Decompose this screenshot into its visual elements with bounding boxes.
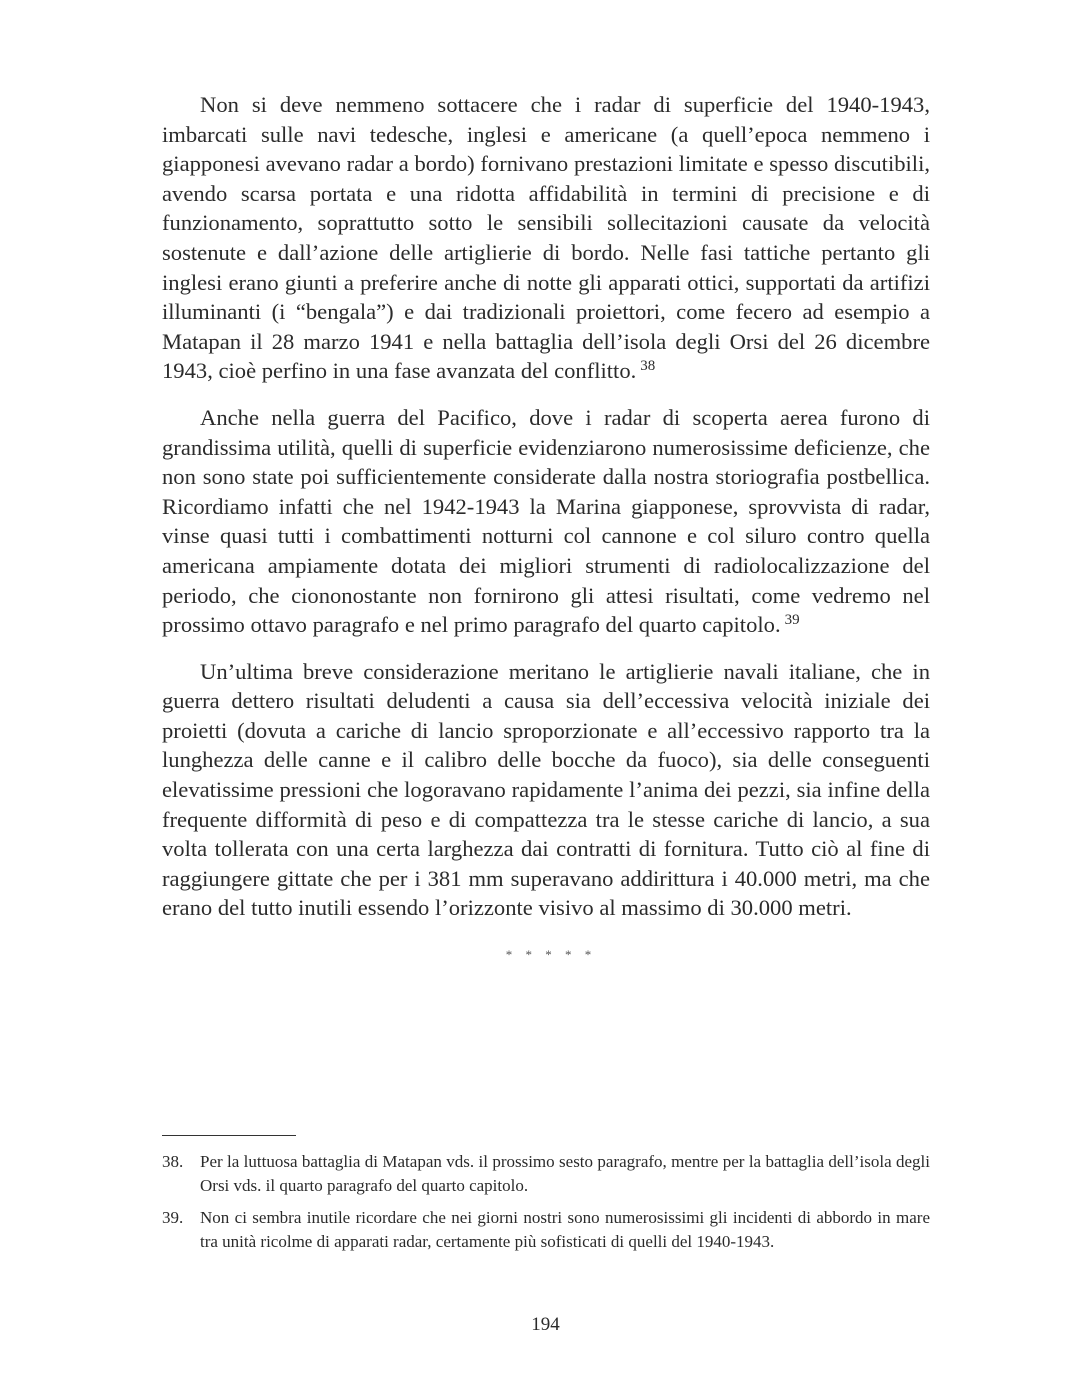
body-paragraph-2 — [162, 403, 930, 640]
note-reference-38: 38 — [640, 358, 656, 375]
footnote-38 — [162, 1150, 930, 1198]
paragraph-3-text: Un’ultima breve considerazione meritano le artiglierie navali italiane, che in guerra dettero risultati deludenti a causa sia dell’eccessiva velocità iniziale dei proietti (dovuta a cariche di lancio sproporzionate e all’eccessivo rapporto tra la lunghezza delle canne e il calibro delle bocche da fuoco), sia delle conseguenti elevatissime pressioni che logoravano rapidamente l’anima dei pezzi, sia infine della frequente difformità di peso e di compattezza tra le stesse cariche di lancio, a sua volta tollerata con una certa larghezza dai contratti di fornitura. Tutto ciò al fine di raggiungere gittate che per i 381 mm superavano addirittura i 40.000 metri, ma che erano del tutto inutili essendo l’orizzonte visivo al massimo di 30.000 metri. — [162, 658, 930, 921]
page-body — [162, 90, 930, 963]
footnote-39 — [162, 1206, 930, 1254]
paragraph-2-text: Anche nella guerra del Pacifico, dove i radar di scoperta aerea furono di grandissima utilità, quelli di superficie evidenziarono numerosissime deficienze, che non sono state poi sufficientemente considerate dalla nostra storiografia postbellica. Ricordiamo infatti che nel 1942-1943 la Marina giapponese, sprovvista di radar, vinse quasi tutti i combattimenti notturni col cannone e col siluro contro quella americana ampiamente dotata dei migliori strumenti di radiolocalizzazione del periodo, che ciononostante non fornirono gli attesi risultati, come vedremo nel prossimo ottavo paragrafo e nel primo paragrafo del quarto capitolo. — [162, 404, 930, 638]
footnotes — [162, 1150, 930, 1262]
footnote-divider — [162, 1135, 296, 1136]
page-number: 194 — [531, 1314, 560, 1335]
body-paragraph-1 — [162, 90, 930, 386]
note-reference-39: 39 — [784, 612, 800, 629]
footnote-number: 38. — [162, 1152, 184, 1171]
paragraph-1-text: Non si deve nemmeno sottacere che i radar di superficie del 1940-1943, imbarcati sulle navi tedesche, inglesi e americane (a quell’epoca nemmeno i giapponesi avevano radar a bordo) fornivano prestazioni limitate e spesso discutibili, avendo scarsa portata e una ridotta affidabilità in termini di precisione e di funzionamento, soprattutto sotto le sensibili sollecitazioni causate da velocità sostenute e dall’azione delle artiglierie di bordo. Nelle fasi tattiche pertanto gli inglesi erano giunti a preferire anche di notte gli apparati ottici, supportati da artifizi illuminanti (i “bengala”) e dai tradizionali proiettori, come fecero ad esempio a Matapan il 28 marzo 1941 e nella battaglia dell’isola degli Orsi del 26 dicembre 1943, cioè perfino in una fase avanzata del conflitto. — [162, 92, 930, 384]
footnote-text: Non ci sembra inutile ricordare che nei giorni nostri sono numerosissimi gli incidenti di abbordo in mare tra unità ricolme di apparati radar, certamente più sofisticati di quelli del 1940-1943. — [200, 1208, 930, 1251]
section-separator: * * * * * — [505, 947, 597, 963]
body-paragraph-3 — [162, 657, 930, 923]
footnote-number: 39. — [162, 1208, 184, 1227]
footnote-text: Per la luttuosa battaglia di Matapan vds. il prossimo sesto paragrafo, mentre per la battaglia dell’isola degli Orsi vds. il quarto paragrafo del quarto capitolo. — [200, 1152, 930, 1195]
